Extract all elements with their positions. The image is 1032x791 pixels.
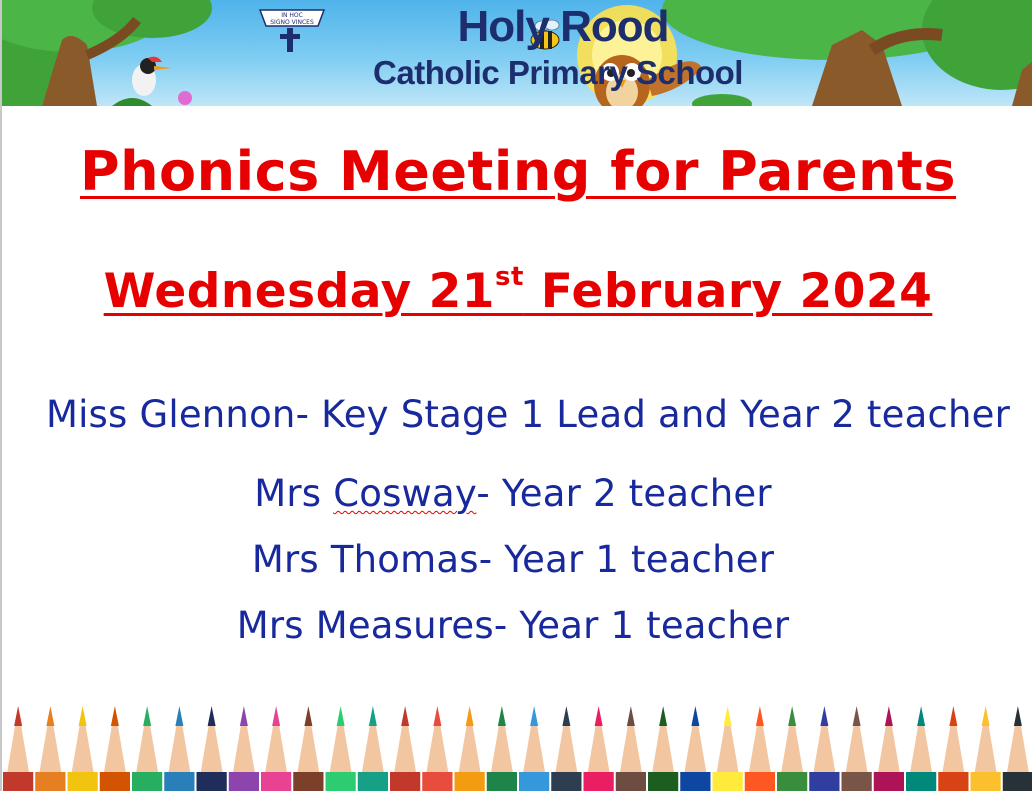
staff-line xyxy=(2,604,1032,647)
pencil-icon xyxy=(584,706,614,791)
school-name-line1: Holy Rood xyxy=(457,2,669,51)
staff-name: Mrs Measures xyxy=(236,604,494,647)
pencil-icon xyxy=(261,706,291,791)
pencil-icon xyxy=(132,706,162,791)
pencil-border xyxy=(2,700,1032,791)
pencil-icon xyxy=(100,706,130,791)
pencil-icon xyxy=(777,706,807,791)
staff-line xyxy=(2,393,1032,436)
staff-line xyxy=(2,472,1032,515)
pencil-icon xyxy=(938,706,968,791)
meeting-date xyxy=(2,262,1032,319)
staff-name: Miss Glennon xyxy=(45,393,296,436)
pencil-icon xyxy=(842,706,872,791)
staff-line xyxy=(2,538,1032,581)
pencil-icon xyxy=(3,706,33,791)
staff-role: - Year 1 teacher xyxy=(493,604,790,647)
staff-name-prefix: Mrs xyxy=(254,472,334,515)
staff-role: - Key Stage 1 Lead and Year 2 teacher xyxy=(295,393,1011,436)
svg-text:IN HOC: IN HOC xyxy=(281,12,303,19)
pencil-icon xyxy=(874,706,904,791)
date-ordinal-suffix: st xyxy=(494,262,524,292)
pencil-icon xyxy=(971,706,1001,791)
school-banner xyxy=(2,0,1032,106)
pencil-icon xyxy=(358,706,388,791)
pencil-icon xyxy=(680,706,710,791)
pencil-icon xyxy=(745,706,775,791)
spellcheck-flagged-name: Cosway xyxy=(333,472,477,515)
school-name-line2: Catholic Primary School xyxy=(373,54,743,91)
pencil-icon xyxy=(422,706,452,791)
pencil-icon xyxy=(326,706,356,791)
staff-role: - Year 2 teacher xyxy=(476,472,772,515)
slide-title: Phonics Meeting for Parents xyxy=(80,140,956,203)
pencil-icon xyxy=(293,706,323,791)
pencil-icon xyxy=(487,706,517,791)
pencil-icon xyxy=(1003,706,1032,791)
staff-role: - Year 1 teacher xyxy=(478,538,775,581)
pencil-icon xyxy=(713,706,743,791)
svg-text:SIGNO VINCES: SIGNO VINCES xyxy=(270,19,314,26)
pencil-icon xyxy=(551,706,581,791)
pencil-icon xyxy=(68,706,98,791)
pencil-icon xyxy=(197,706,227,791)
staff-name: Mrs Thomas xyxy=(251,538,479,581)
pencil-icon xyxy=(35,706,65,791)
pencil-icon xyxy=(906,706,936,791)
date-month-year: February 2024 xyxy=(523,264,933,319)
pencil-icon xyxy=(229,706,259,791)
date-day: Wednesday 21 xyxy=(103,264,495,319)
pencil-icon xyxy=(648,706,678,791)
pencil-icon xyxy=(455,706,485,791)
pencil-icon xyxy=(164,706,194,791)
pencil-icon xyxy=(390,706,420,791)
pencil-icon xyxy=(616,706,646,791)
pencil-icon xyxy=(519,706,549,791)
pencil-icon xyxy=(809,706,839,791)
